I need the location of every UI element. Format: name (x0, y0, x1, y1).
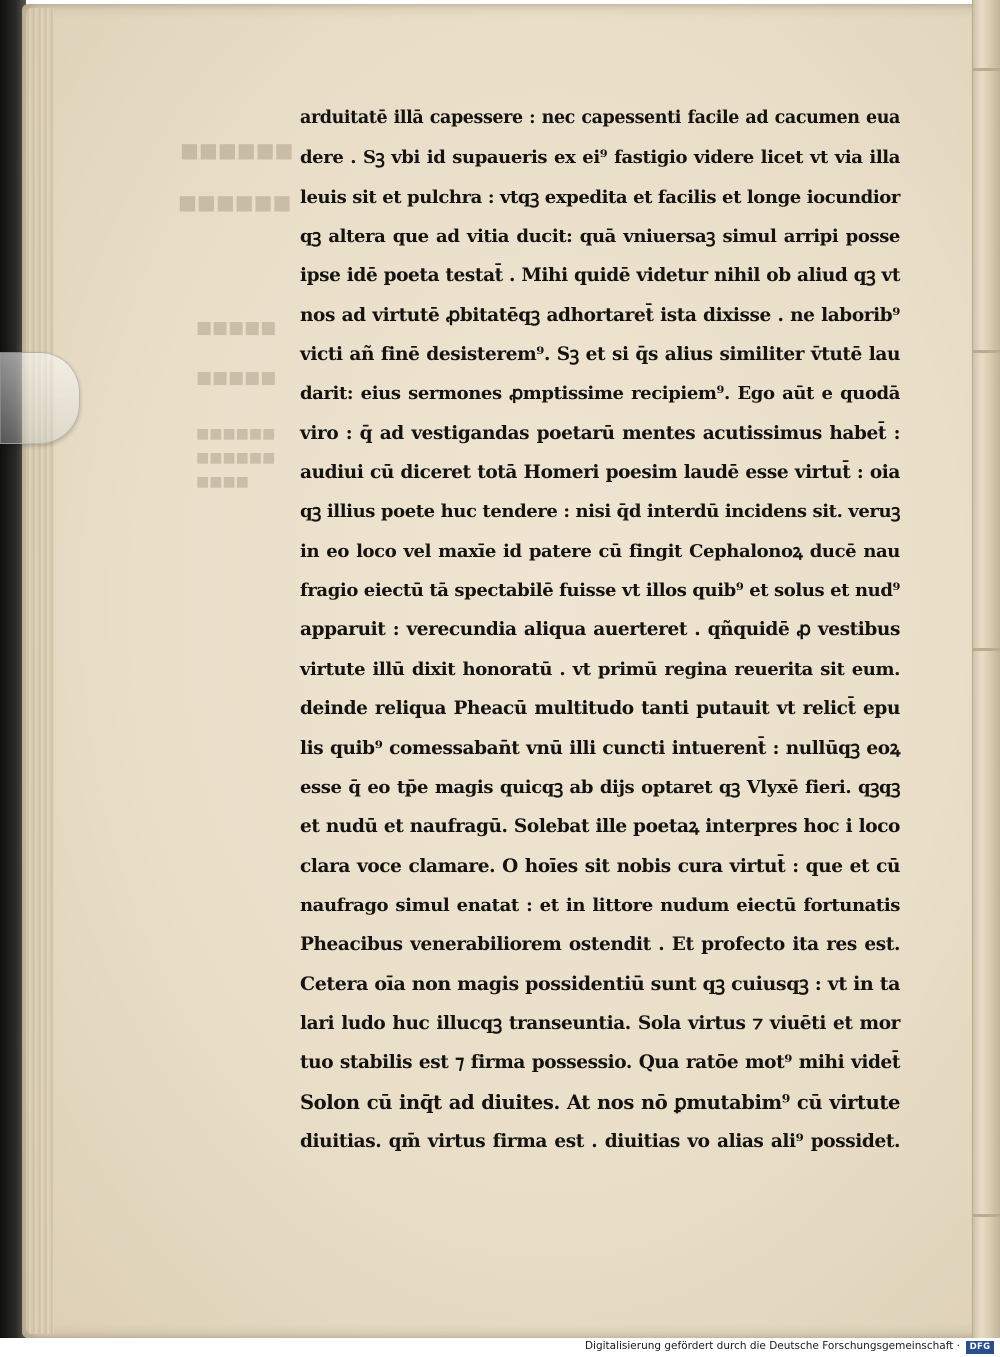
text-line: Pheacibus venerabiliorem ostendit . Et profecto ita res est. (300, 934, 900, 956)
text-line: leuis sit et pulchra : vtqꝫ expedita et facilis et longe iocundior (300, 186, 900, 208)
bleed-through-mark: ■■■■■■ (178, 190, 292, 214)
bleed-through-mark: ■■■■■ (196, 318, 277, 338)
text-line: dere . Sꝫ vbi id supaueris ex ei⁹ fastigio videre licet vt via illa (300, 147, 900, 169)
text-line: diuitias. qm̄ virtus firma est . diuitias vo alias ali⁹ possidet. (300, 1130, 900, 1152)
page-edges-left (26, 8, 54, 1334)
bleed-through-mark: ■■■■ (196, 474, 249, 490)
text-line: audiui cū diceret totā Homeri poesim laudē esse virtut̄ : oia (300, 462, 900, 484)
page-text (300, 99, 900, 1161)
text-line: lari ludo huc illucqꝫ transeuntia. Sola virtus ⁊ viuēti et mor (300, 1012, 900, 1034)
text-line: tuo stabilis est ⁊ firma possessio. Qua ratōe mot⁹ mihi videt̄ (300, 1052, 900, 1074)
text-line: deinde reliqua Pheacū multitudo tanti putauit vt relict̄ epu (300, 698, 900, 720)
text-line: nos ad virtutē ꝓbitatēqꝫ adhortaret̄ ista dixisse . ne laborib⁹ (300, 304, 900, 326)
text-line: qꝫ altera que ad vitia ducit: quā vniuersaꝫ simul arripi posse (300, 226, 900, 248)
text-line: in eo loco vel maxīe id patere cū fingit Cephalonoꝝ ducē nau (300, 540, 900, 562)
bleed-through-mark: ■■■■■■ (180, 138, 294, 162)
text-line: darit: eius sermones ꝓmptissime recipiem⁹. Ego aūt e quodā (300, 383, 900, 405)
dfg-logo: DFG (966, 1341, 994, 1354)
text-line: lis quib⁹ comessaban̄t vnū illi cuncti intuerent̄ : nullūqꝫ eoꝝ (300, 737, 900, 759)
page-edge-mark (973, 350, 1000, 353)
text-line: ipse idē poeta testat̄ . Mihi quidē videtur nihil ob aliud qꝫ vt (300, 265, 900, 287)
text-line: viro : q̄ ad vestigandas poetarū mentes acutissimus habet̄ : (300, 422, 900, 444)
bleed-through-mark: ■■■■■ (196, 368, 277, 388)
text-line: esse q̄ eo tp̄e magis quicqꝫ ab dijs optaret qꝫ Vlyxē fieri. qꝫqꝫ (300, 776, 900, 798)
footer-bar (0, 1338, 1000, 1357)
page-edge-mark (973, 1214, 1000, 1217)
text-line: fragio eiectū tā spectabilē fuisse vt illos quib⁹ et solus et nud⁹ (300, 580, 900, 602)
page-edge-mark (973, 648, 1000, 651)
funding-credit: Digitalisierung gefördert durch die Deutsche Forschungsgemeinschaft · (584, 1340, 960, 1352)
page-edge-mark (973, 68, 1000, 71)
text-line: virtute illū dixit honoratū . vt primū regina reuerita sit eum. (300, 658, 900, 680)
text-line: Solon cū inq̄t ad diuites. At nos nō ꝑmutabim⁹ cū virtute (300, 1090, 900, 1114)
text-line: arduitatē illā capessere : nec capessenti facile ad cacumen eua (300, 108, 900, 128)
bleed-through-mark: ■■■■■■ (196, 426, 276, 442)
bleed-through-mark: ■■■■■■ (196, 450, 276, 466)
text-line: victi añ finē desisterem⁹. Sꝫ et si q̄s alius similiter v̄tutē lau (300, 344, 900, 366)
text-line: naufrago simul enatat : et in littore nudum eiectū fortunatis (300, 894, 900, 916)
text-line: clara voce clamare. O hoīes sit nobis cura virtut̄ : que et cū (300, 855, 900, 877)
text-line: apparuit : verecundia aliqua auerteret . qñquidē ꝓ vestibus (300, 619, 900, 641)
text-line: Cetera oīa non magis possidentiū sunt qꝫ cuiusqꝫ : vt in ta (300, 972, 900, 995)
plastic-clip (0, 352, 80, 444)
text-line: qꝫ illius poete huc tendere : nisi q̄d interdū incidens sit. veruꝫ (300, 501, 900, 523)
text-line: et nudū et naufragū. Solebat ille poetaꝝ interpres hoc i loco (300, 816, 900, 838)
page-edges-right (972, 0, 1000, 1338)
